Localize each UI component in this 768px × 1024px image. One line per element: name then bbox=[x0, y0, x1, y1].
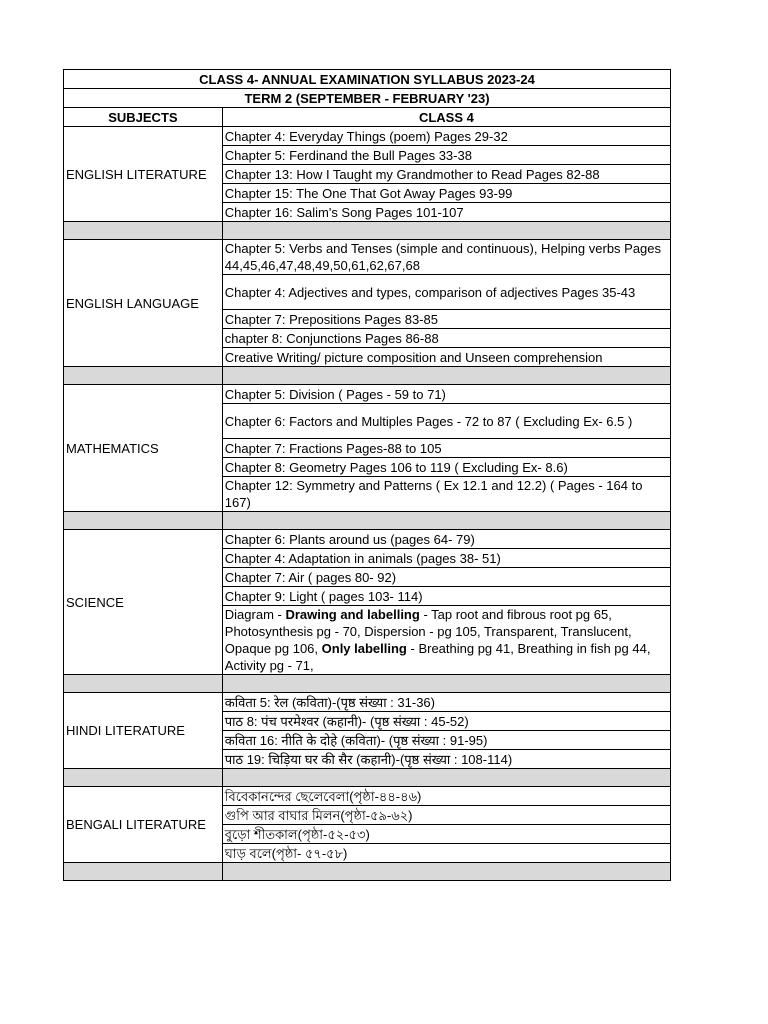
topic-cell: Chapter 4: Everyday Things (poem) Pages 29-32 bbox=[222, 127, 670, 146]
topic-cell: Chapter 7: Fractions Pages-88 to 105 bbox=[222, 439, 670, 458]
topic-cell: Chapter 15: The One That Got Away Pages 93-99 bbox=[222, 184, 670, 203]
title-row bbox=[64, 70, 671, 89]
table-row bbox=[64, 693, 671, 712]
topic-cell: গুপি আর বাঘার মিলন(পৃষ্ঠা-৫৯-৬২) bbox=[222, 806, 670, 825]
table-row bbox=[64, 530, 671, 549]
diagram-suffix: - Breathing pg 41, Breathing in fish pg 44, Activity pg - 71, bbox=[224, 641, 651, 673]
subject-mathematics: MATHEMATICS bbox=[64, 385, 223, 512]
topic-cell: বুড়ো শীতকাল(পৃষ্ঠা-৫২-৫৩) bbox=[222, 825, 670, 844]
divider-cell bbox=[222, 769, 670, 787]
topic-cell: Chapter 5: Ferdinand the Bull Pages 33-38 bbox=[222, 146, 670, 165]
section-divider bbox=[64, 367, 671, 385]
topic-cell: Chapter 5: Division ( Pages - 59 to 71) bbox=[222, 385, 670, 404]
topic-cell: कविता 16: नीति के दोहे (कविता)- (पृष्ठ संख्या : 91-95) bbox=[222, 731, 670, 750]
topic-cell: Chapter 4: Adaptation in animals (pages 38- 51) bbox=[222, 549, 670, 568]
section-divider bbox=[64, 863, 671, 881]
topic-cell: Chapter 16: Salim's Song Pages 101-107 bbox=[222, 203, 670, 222]
topic-cell: Chapter 12: Symmetry and Patterns ( Ex 12.1 and 12.2) ( Pages - 164 to 167) bbox=[222, 477, 670, 512]
topic-cell: पाठ 8: पंच परमेश्वर (कहानी)- (पृष्ठ संख्या : 45-52) bbox=[222, 712, 670, 731]
table-row bbox=[64, 385, 671, 404]
topic-cell: Chapter 7: Air ( pages 80- 92) bbox=[222, 568, 670, 587]
diagram-topic-cell bbox=[222, 606, 670, 675]
document-title: CLASS 4- ANNUAL EXAMINATION SYLLABUS 2023-24 bbox=[64, 70, 671, 89]
diagram-bold-labelling: Only labelling bbox=[321, 641, 407, 656]
topic-cell: Chapter 7: Prepositions Pages 83-85 bbox=[222, 310, 670, 329]
subject-hindi-literature: HINDI LITERATURE bbox=[64, 693, 223, 769]
divider-cell bbox=[64, 222, 223, 240]
topic-cell: Chapter 5: Verbs and Tenses (simple and continuous), Helping verbs Pages 44,45,46,47,48,49,50,61,62,67,68 bbox=[222, 240, 670, 275]
topic-cell: Chapter 9: Light ( pages 103- 114) bbox=[222, 587, 670, 606]
topic-cell: Chapter 13: How I Taught my Grandmother to Read Pages 82-88 bbox=[222, 165, 670, 184]
table-row bbox=[64, 787, 671, 806]
divider-cell bbox=[222, 863, 670, 881]
term-row bbox=[64, 89, 671, 108]
diagram-middle: - Tap root and fibrous root pg 65, Photosynthesis pg - 70, Dispersion - pg 105, Transparent, Translucent, Opaque pg 106, bbox=[224, 607, 632, 656]
section-divider bbox=[64, 675, 671, 693]
header-row bbox=[64, 108, 671, 127]
term-heading: TERM 2 (SEPTEMBER - FEBRUARY '23) bbox=[64, 89, 671, 108]
topic-cell: Chapter 8: Geometry Pages 106 to 119 ( Excluding Ex- 8.6) bbox=[222, 458, 670, 477]
section-divider bbox=[64, 222, 671, 240]
topic-cell: कविता 5: रेल (कविता)-(पृष्ठ संख्या : 31-36) bbox=[222, 693, 670, 712]
topic-cell: Chapter 6: Plants around us (pages 64- 79) bbox=[222, 530, 670, 549]
divider-cell bbox=[64, 863, 223, 881]
subject-english-language: ENGLISH LANGUAGE bbox=[64, 240, 223, 367]
syllabus-table bbox=[63, 69, 671, 881]
divider-cell bbox=[64, 367, 223, 385]
divider-cell bbox=[222, 512, 670, 530]
topic-cell: Creative Writing/ picture composition and Unseen comprehension bbox=[222, 348, 670, 367]
table-row bbox=[64, 240, 671, 275]
topic-cell: chapter 8: Conjunctions Pages 86-88 bbox=[222, 329, 670, 348]
section-divider bbox=[64, 769, 671, 787]
subject-english-literature: ENGLISH LITERATURE bbox=[64, 127, 223, 222]
subject-science: SCIENCE bbox=[64, 530, 223, 675]
topic-cell: पाठ 19: चिड़िया घर की सैर (कहानी)-(पृष्ठ संख्या : 108-114) bbox=[222, 750, 670, 769]
topic-cell: বিবেকানন্দের ছেলেবেলা(পৃষ্ঠা-৪৪-৪৬) bbox=[222, 787, 670, 806]
topic-cell: ঘাড় বলে(পৃষ্ঠা- ৫৭-৫৮) bbox=[222, 844, 670, 863]
diagram-prefix: Diagram - bbox=[224, 607, 286, 622]
subjects-header: SUBJECTS bbox=[64, 108, 223, 127]
diagram-bold-drawing: Drawing and labelling bbox=[285, 607, 420, 622]
topic-cell: Chapter 4: Adjectives and types, comparison of adjectives Pages 35-43 bbox=[222, 275, 670, 310]
topic-cell: Chapter 6: Factors and Multiples Pages - 72 to 87 ( Excluding Ex- 6.5 ) bbox=[222, 404, 670, 439]
class-header: CLASS 4 bbox=[222, 108, 670, 127]
divider-cell bbox=[64, 512, 223, 530]
table-row bbox=[64, 127, 671, 146]
divider-cell bbox=[222, 222, 670, 240]
subject-bengali-literature: BENGALI LITERATURE bbox=[64, 787, 223, 863]
divider-cell bbox=[222, 675, 670, 693]
section-divider bbox=[64, 512, 671, 530]
divider-cell bbox=[222, 367, 670, 385]
divider-cell bbox=[64, 769, 223, 787]
divider-cell bbox=[64, 675, 223, 693]
